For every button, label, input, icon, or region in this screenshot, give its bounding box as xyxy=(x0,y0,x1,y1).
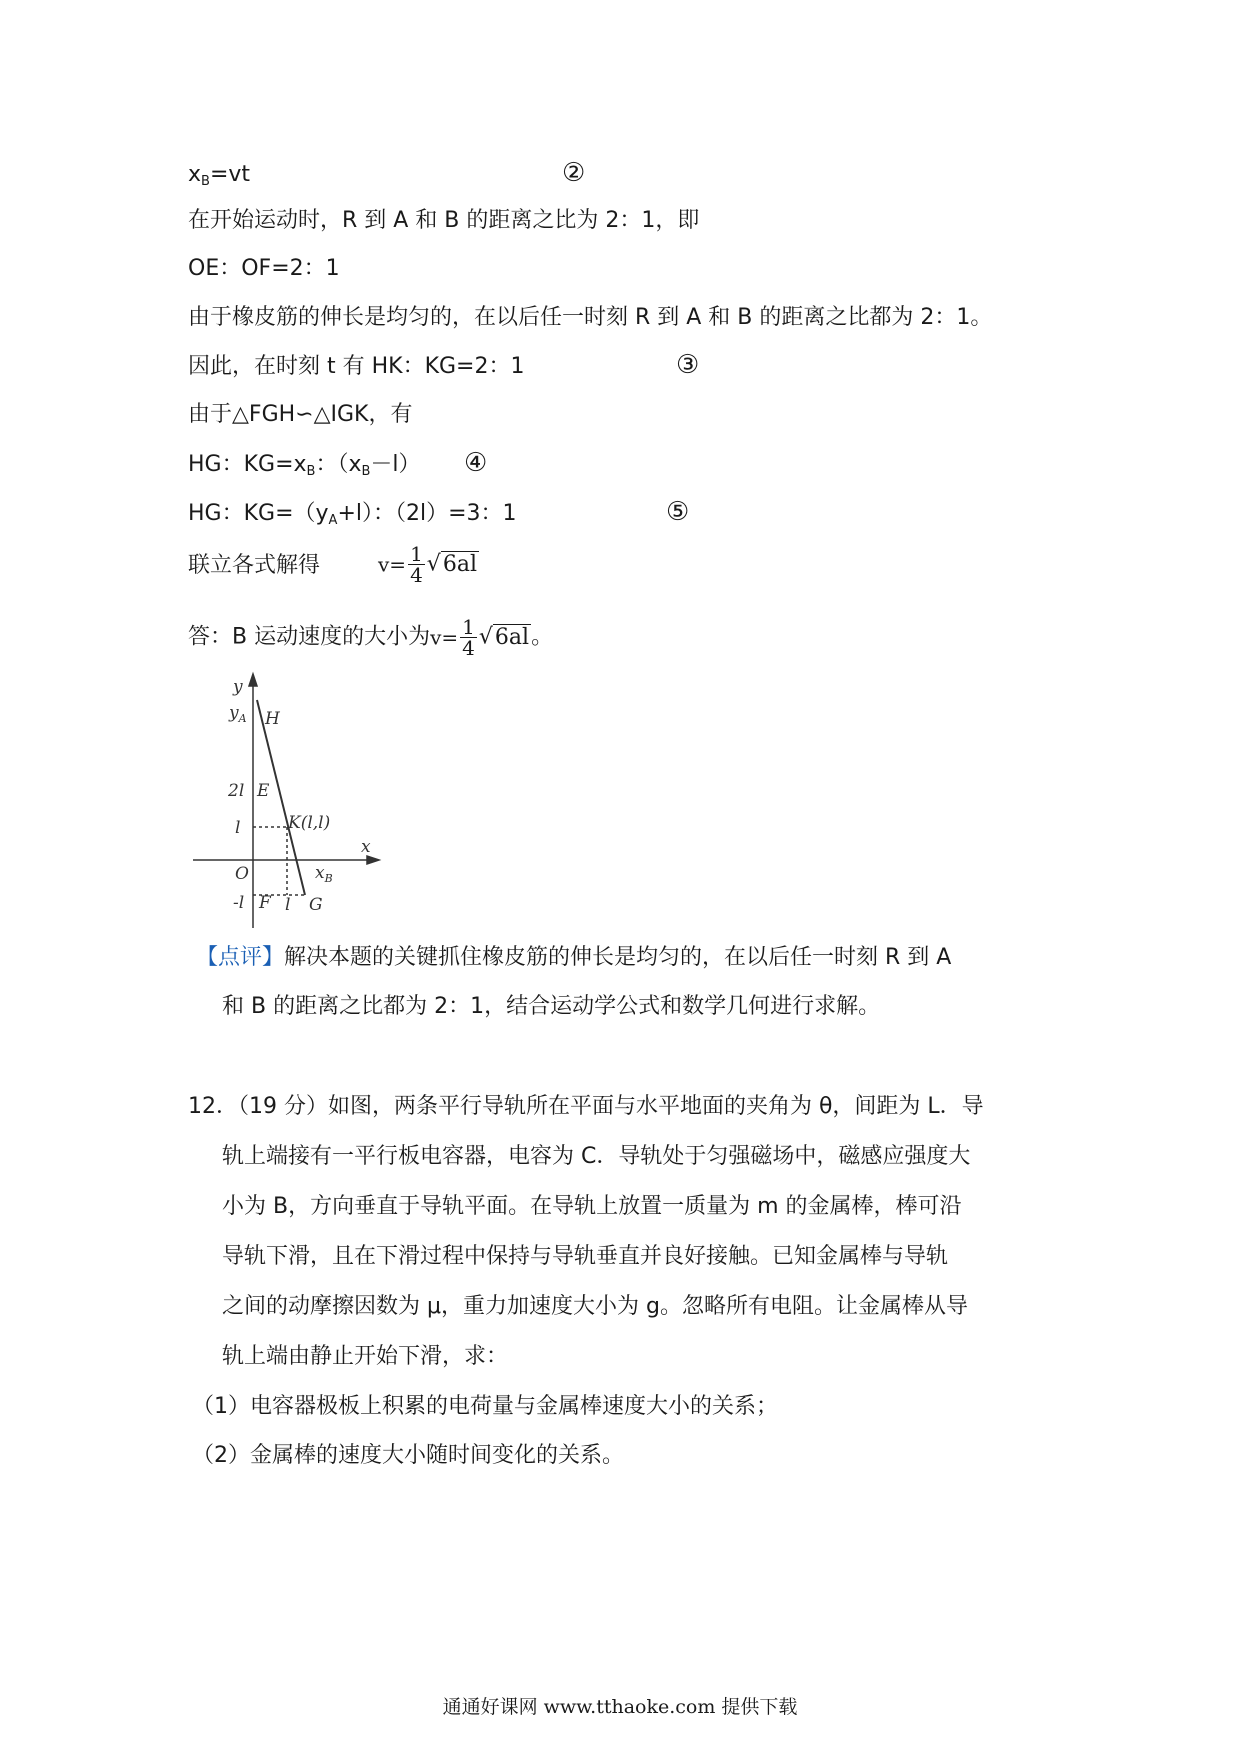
eq-xb-vt: $x_B=vt$ xyxy=(188,162,251,189)
problem-line: 之间的动摩擦因数为 μ，重力加速度大小为 g。忽略所有电阻。让金属棒从导 xyxy=(222,1294,968,1319)
eq-number-4: ④ xyxy=(464,448,488,478)
label-xb: $x_B$ xyxy=(315,863,333,885)
label-2l: 2l xyxy=(228,781,245,801)
text-line: 由于△FGH∽△IGK，有 xyxy=(188,402,413,427)
eq-hk-kg: 因此，在时刻 t 有 HK：KG=2：1 xyxy=(188,354,525,379)
label-neg-l: -l xyxy=(233,893,245,913)
comment-line-1: 【点评】解决本题的关键抓住橡皮筋的伸长是均匀的，在以后任一时刻 R 到 A xyxy=(196,945,952,970)
problem-line: 12．（19 分）如图，两条平行导轨所在平面与水平地面的夹角为 θ，间距为 L．导 xyxy=(188,1094,984,1119)
label-l-x: l xyxy=(285,895,291,915)
label-l: l xyxy=(235,818,241,838)
label-g: G xyxy=(309,895,323,915)
problem-line: 轨上端接有一平行板电容器，电容为 C．导轨处于匀强磁场中，磁感应强度大 xyxy=(222,1144,971,1169)
text-line: 在开始运动时，R 到 A 和 B 的距离之比为 2：1，即 xyxy=(188,208,700,233)
geometry-figure xyxy=(185,670,385,930)
label-h: H xyxy=(265,709,280,729)
answer-line: 答：B 运动速度的大小为v= $\frac{1}{4}$ √6al。 xyxy=(188,615,554,660)
eq-oe-of: OE：OF=2：1 xyxy=(188,256,340,281)
eq-number-5: ⑤ xyxy=(666,497,690,527)
label-k: K(l,l) xyxy=(288,813,331,833)
problem-line: 小为 B，方向垂直于导轨平面。在导轨上放置一质量为 m 的金属棒，棒可沿 xyxy=(222,1194,962,1219)
label-f: F xyxy=(259,893,271,913)
eq-number-3: ③ xyxy=(676,350,700,380)
eq-number-2: ② xyxy=(562,158,586,188)
label-e: E xyxy=(257,781,270,801)
comment-tag: 【点评】 xyxy=(196,945,285,970)
label-o: O xyxy=(235,864,249,884)
x-axis-arrow xyxy=(367,856,379,864)
label-y-axis: y xyxy=(233,677,243,697)
page-footer: 通通好课网 www.tthaoke.com 提供下载 xyxy=(442,1696,798,1718)
eq-hg-kg-2: HG：$KG=(y_A+l)$：（2l）=3：1 xyxy=(188,501,517,528)
question-2: （2）金属棒的速度大小随时间变化的关系。 xyxy=(192,1443,624,1468)
problem-line: 导轨下滑，且在下滑过程中保持与导轨垂直并良好接触。已知金属棒与导轨 xyxy=(222,1244,949,1269)
problem-line: 轨上端由静止开始下滑，求： xyxy=(222,1344,509,1369)
y-axis-arrow xyxy=(249,674,257,686)
formula-v: v= $\frac{1}{4}$ √6al xyxy=(378,542,477,587)
question-1: （1）电容器极板上积累的电荷量与金属棒速度大小的关系； xyxy=(192,1394,778,1419)
label-x-axis: x xyxy=(361,837,371,857)
comment-line-2: 和 B 的距离之比都为 2：1，结合运动学公式和数学几何进行求解。 xyxy=(222,994,881,1019)
label-ya: $y_A$ xyxy=(229,703,247,725)
eq-hg-kg-1: HG：$KG=x_B$：$(x_B-l)$ xyxy=(188,452,421,479)
text-line: 由于橡皮筋的伸长是均匀的，在以后任一时刻 R 到 A 和 B 的距离之比都为 2：1。 xyxy=(188,305,993,330)
text-line: 联立各式解得 xyxy=(188,553,321,578)
